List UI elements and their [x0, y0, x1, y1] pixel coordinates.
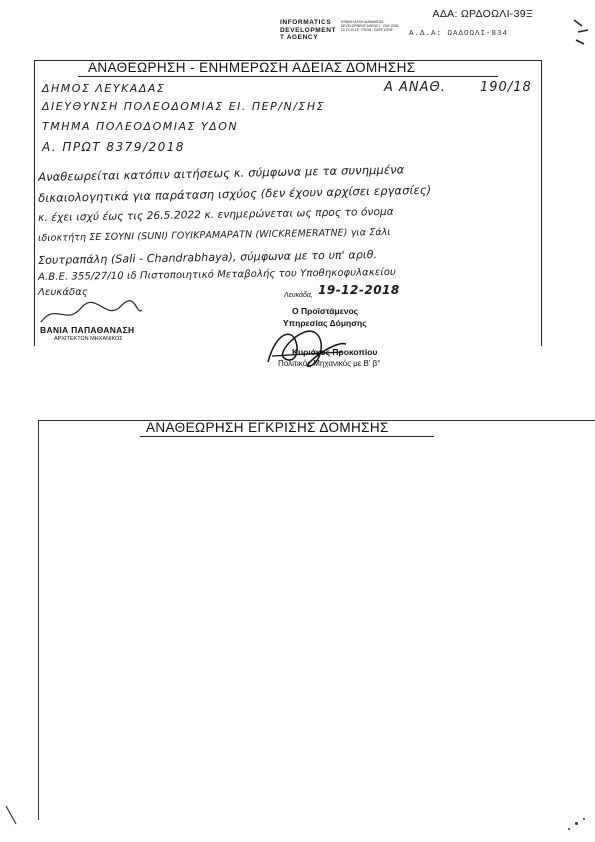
- right-sig-name: Κυριάκος Προκοπίου: [292, 347, 378, 357]
- stamp-ada-code: Α.Δ.Α: ΩΑΔΟΩΛΙ-834: [409, 30, 509, 38]
- approval-revision-box: [38, 420, 595, 820]
- right-sig-title: Πολιτικός Μηχανικός με Β' β°: [278, 359, 381, 368]
- section1-title: ΑΝΑΘΕΩΡΗΣΗ - ΕΝΗΜΕΡΩΣΗ ΑΔΕΙΑΣ ΔΟΜΗΣΗΣ: [88, 60, 416, 75]
- right-sig-department: Υπηρεσίας Δόμησης: [283, 318, 367, 328]
- body-line-4: ιδιοκτήτη ΣΕ ΣΟΥΝΙ (SUNI) ΓΟΥΙΚΡΑΜΑΡΑΤΝ (WICKREMERATNE) για Σάλι: [38, 226, 391, 244]
- section1-title-underline: [78, 76, 498, 77]
- header-municipality: ΔΗΜΟΣ ΛΕΥΚΑΔΑΣ: [42, 82, 166, 95]
- revision-ref-label: Α ΑΝΑΘ.: [384, 80, 446, 95]
- section2-title-underline: [140, 436, 434, 437]
- right-sig-role: Ο Προϊστάμενος: [292, 306, 359, 316]
- header-directorate: ΔΙΕΥΘΥΝΣΗ ΠΟΛΕΟΔΟΜΙΑΣ ΕΙ. ΠΕΡ/Ν/ΣΗΣ: [42, 100, 326, 113]
- corner-mark-icon: [572, 18, 592, 48]
- revision-ref-number: 190/18: [480, 80, 532, 95]
- date-label: Λευκάδα,: [284, 292, 313, 299]
- body-line-6: Α.Β.Ε. 355/27/10 ιδ Πιστοποιητικό Μεταβολής του Υποθηκοφυλακείου: [38, 267, 396, 283]
- left-sig-name: ΒΑΝΙΑ ΠΑΠΑΘΑΝΑΣΗ: [40, 325, 135, 335]
- body-line-5: Σουτραπάλη (Sali - Chandrabhaya), σύμφωνα με το υπ' αριθ.: [38, 248, 378, 267]
- left-sig-title: ΑΡΧΙΤΕΚΤΩΝ ΜΗΧΑΝΙΚΟΣ: [54, 336, 123, 342]
- scan-speck: [583, 818, 585, 820]
- scan-speck: [575, 822, 578, 825]
- ada-code: ΑΔΑ: ΩΡΔΟΩΛΙ-39Ξ: [432, 8, 533, 20]
- left-signature-scribble: [36, 298, 146, 328]
- scan-speck: [568, 828, 570, 830]
- body-line-3: κ. έχει ισχύ έως τις 26.5.2022 κ. ενημερώνεται ως προς το όνομα: [38, 205, 394, 224]
- body-line-2: δικαιολογητικά για παράταση ισχύος (δεν έχουν αρχίσει εργασίες): [38, 182, 432, 205]
- logo-fine-print: ΕΘΝΙΚΗ ΑΡΧΗ ΔΙΑΦΑΝΕΙΑΣ · DEVELOPMENT AGENCY · DAY 2018-12-19 10:18 · FROM · DATE ZONE: [341, 20, 400, 33]
- header-protocol-number: Α. ΠΡΩΤ 8379/2018: [42, 140, 186, 154]
- section2-title: ΑΝΑΘΕΩΡΗΣΗ ΕΓΚΡΙΣΗΣ ΔΟΜΗΣΗΣ: [146, 420, 389, 435]
- date-value: 19-12-2018: [318, 283, 400, 297]
- logo-line-3: T AGENCY: [280, 34, 319, 41]
- header-department: ΤΜΗΜΑ ΠΟΛΕΟΔΟΜΙΑΣ ΥΔΟΝ: [42, 120, 239, 133]
- bottom-left-mark-icon: [4, 804, 18, 826]
- logo-line-2: DEVELOPMENT: [280, 26, 337, 34]
- logo-line-1: INFORMATICS: [280, 19, 332, 26]
- body-line-7: Λευκάδας: [38, 287, 88, 298]
- agency-logo: [280, 19, 400, 49]
- body-line-1: Αναθεωρείται κατόπιν αιτήσεως κ. σύμφωνα με τα συνημμένα: [38, 162, 405, 184]
